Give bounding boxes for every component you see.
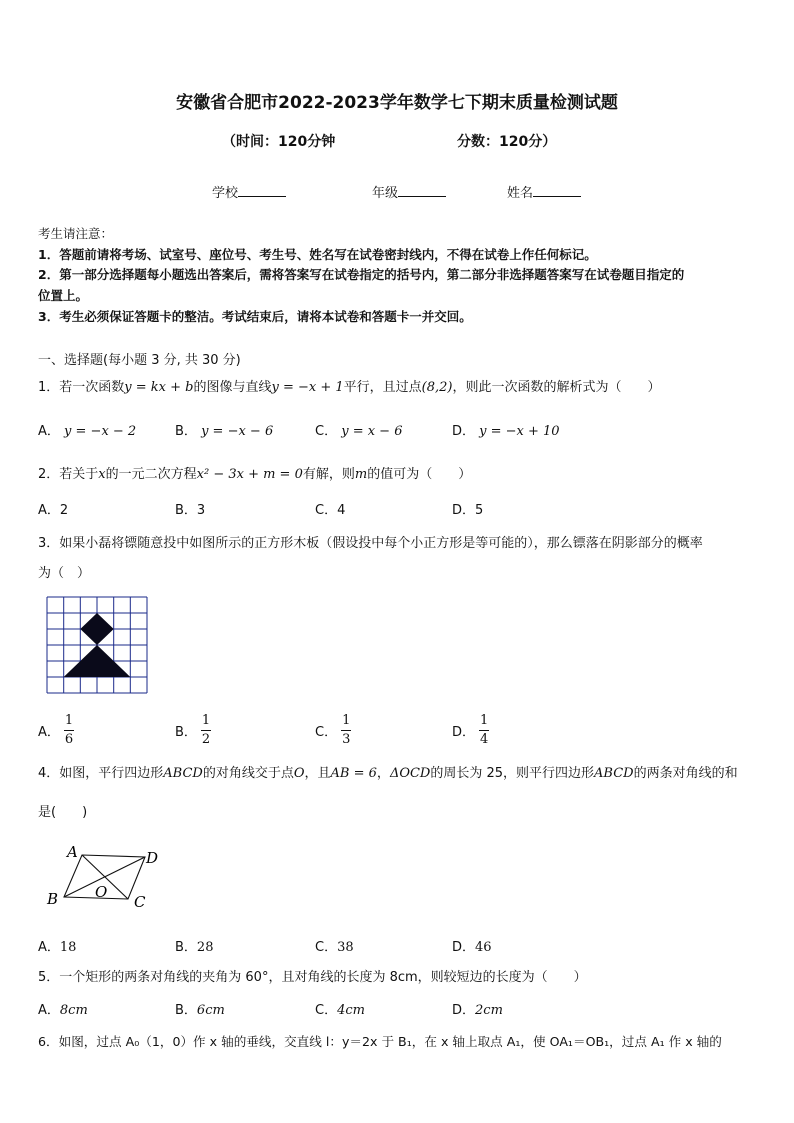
option-a[interactable]: A． y = −x − 2 (38, 424, 137, 439)
formula: x² − 3x + m = 0 (196, 467, 303, 482)
label-c: C (134, 893, 146, 911)
exam-time: （时间：120分钟 (222, 134, 336, 150)
exam-score: 分数：120分） (457, 134, 557, 150)
option-c[interactable]: C． y = x − 6 (315, 424, 403, 439)
option-d[interactable]: D．46 (452, 940, 492, 955)
question-1: 1．若一次函数y = kx + b的图像与直线y = −x + 1平行，且过点(8,2)，则此一次函数的解析式为（ ） (38, 380, 661, 395)
option-b[interactable]: B．28 (175, 940, 214, 955)
option-c[interactable]: C．4cm (315, 1003, 365, 1018)
school-field[interactable] (212, 182, 286, 201)
label-b: B (47, 890, 59, 908)
question-4: 4．如图，平行四边形ABCD的对角线交于点O，且AB = 6，ΔOCD的周长为 25，则平行四边形ABCD的两条对角线的和 (38, 766, 738, 781)
question-6: 6．如图，过点 A₀（1，0）作 x 轴的垂线，交直线 l：y＝2x 于 B₁，在 x 轴上取点 A₁，使 OA₁＝OB₁，过点 A₁ 作 x 轴的 (38, 1034, 722, 1049)
option-d[interactable]: D． y = −x + 10 (452, 424, 560, 439)
name-label: 姓名 (507, 186, 534, 201)
question-4-cont: 是( ) (38, 805, 88, 820)
option-a[interactable]: A． $\frac{1}{6}$ (38, 713, 74, 747)
question-2: 2．若关于x的一元二次方程x² − 3x + m = 0有解，则m的值可为（ ） (38, 467, 472, 482)
option-b[interactable]: B．6cm (175, 1003, 225, 1018)
option-a[interactable]: A．18 (38, 940, 77, 955)
section-heading: 一、选择题(每小题 3 分, 共 30 分) (38, 353, 241, 368)
notice-heading: 考生请注意： (38, 226, 114, 241)
option-a[interactable]: A．2 (38, 503, 69, 518)
formula: (8,2) (421, 380, 453, 395)
notice-item: 2．第一部分选择题每小题选出答案后，需将答案写在试卷指定的括号内，第二部分非选择题答案写在试卷题目指定的 (38, 267, 685, 282)
option-b[interactable]: B． $\frac{1}{2}$ (175, 713, 211, 747)
option-d[interactable]: D．2cm (452, 1003, 503, 1018)
notice-item: 1．答题前请将考场、试室号、座位号、考生号、姓名写在试卷密封线内，不得在试卷上作任何标记。 (38, 247, 597, 262)
formula: m (354, 467, 368, 482)
school-label: 学校 (212, 186, 239, 201)
shaded-diamond (80, 613, 113, 645)
option-d[interactable]: D．5 (452, 503, 484, 518)
notice-item: 3．考生必须保证答题卡的整洁。考试结束后，请将本试卷和答题卡一并交回。 (38, 309, 472, 324)
label-o: O (95, 883, 108, 901)
option-c[interactable]: C．38 (315, 940, 354, 955)
formula: y = kx + b (124, 380, 194, 395)
page-title: 安徽省合肥市2022-2023学年数学七下期末质量检测试题 (176, 93, 618, 113)
name-field[interactable] (507, 182, 581, 201)
option-b[interactable]: B．3 (175, 503, 206, 518)
parallelogram-figure (42, 840, 167, 912)
question-3: 3．如果小磊将镖随意投中如图所示的正方形木板（假设投中每个小正方形是等可能的），那么镖落在阴影部分的概率 (38, 536, 703, 551)
notice-item: 位置上。 (38, 288, 89, 303)
question-5: 5．一个矩形的两条对角线的夹角为 60°，且对角线的长度为 8cm，则较短边的长度为（ ） (38, 970, 587, 985)
formula: x (98, 467, 106, 482)
formula: y = −x + 1 (271, 380, 344, 395)
option-b[interactable]: B． y = −x − 6 (175, 424, 274, 439)
option-c[interactable]: C．4 (315, 503, 346, 518)
question-3-cont: 为（ ） (38, 566, 91, 581)
option-d[interactable]: D． $\frac{1}{4}$ (452, 713, 489, 747)
grade-field[interactable] (372, 182, 446, 201)
grade-label: 年级 (372, 186, 399, 201)
option-c[interactable]: C． $\frac{1}{3}$ (315, 713, 351, 747)
dartboard-figure (46, 596, 148, 695)
label-a: A (67, 843, 78, 861)
label-d: D (146, 849, 159, 867)
option-a[interactable]: A．8cm (38, 1003, 88, 1018)
